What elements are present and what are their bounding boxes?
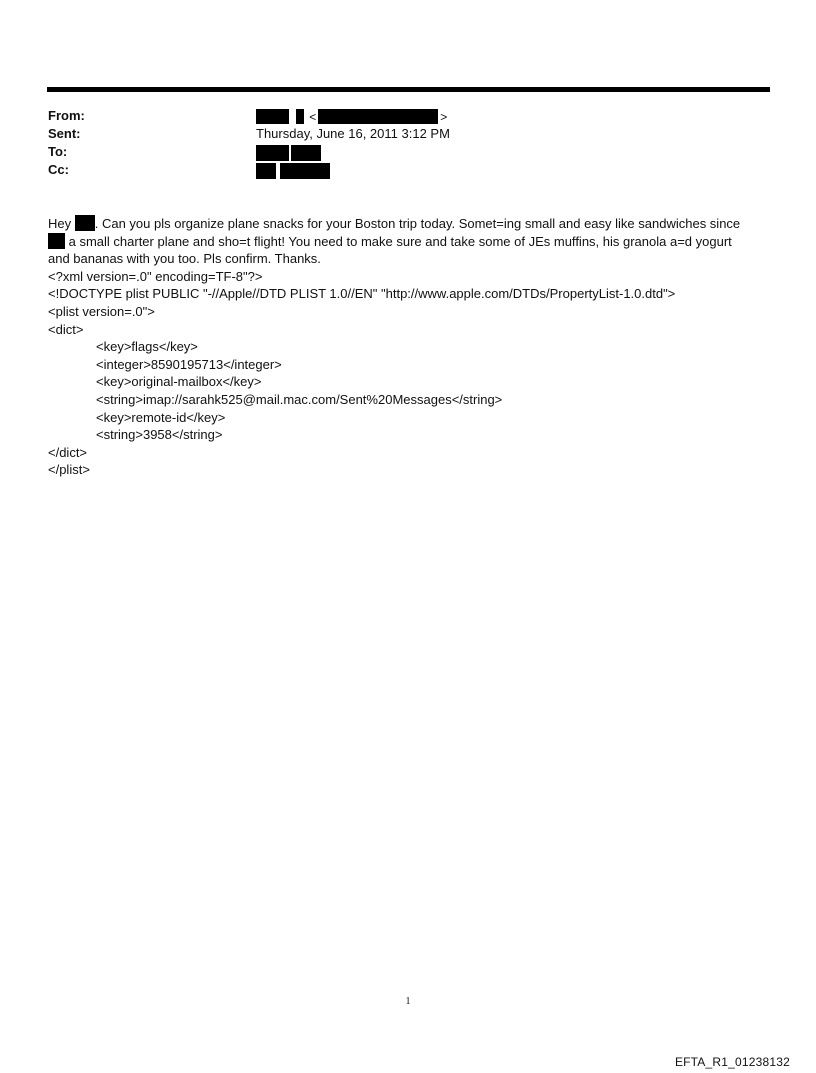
closing-line: </dict> (48, 444, 88, 460)
header-rule (47, 87, 770, 92)
to-label: To: (48, 144, 68, 159)
redaction-block (291, 145, 321, 161)
body-line-1-text: . Can you pls organize plane snacks for your Boston trip today. Somet=ing small and easy like sandwiches since (94, 216, 741, 231)
redaction-block (318, 109, 438, 124)
from-close-bracket: > (440, 109, 448, 124)
dict-line: <key>flags</key> (96, 339, 198, 355)
cc-value (256, 161, 330, 179)
dict-line: <integer>8590195713</integer> (96, 356, 282, 372)
from-value (256, 107, 449, 126)
greeting-text: Hey (48, 216, 72, 231)
redaction-block (256, 109, 289, 124)
sent-label: Sent: (48, 126, 81, 141)
from-open-bracket: < (309, 109, 317, 124)
redaction-block (256, 145, 289, 161)
redaction-block (296, 109, 304, 124)
page-number: 1 (405, 996, 411, 1007)
redaction-block (280, 163, 330, 179)
redaction-block (48, 233, 65, 249)
dict-line: <key>remote-id</key> (96, 409, 226, 425)
from-label: From: (48, 108, 85, 123)
closing-line: </plist> (48, 462, 90, 478)
body-line (48, 215, 770, 233)
xml-line: <?xml version=.0" encoding=TF-8"?> (48, 268, 263, 284)
redaction-block (256, 163, 276, 179)
email-body (48, 215, 770, 479)
redaction-block (75, 215, 95, 231)
xml-line: <plist version=.0"> (48, 303, 155, 319)
dict-line: <string>imap://sarahk525@mail.mac.com/Sent%20Messages</string> (96, 391, 503, 407)
sent-value: Thursday, June 16, 2011 3:12 PM (256, 126, 450, 141)
xml-line: <!DOCTYPE plist PUBLIC "-//Apple//DTD PLIST 1.0//EN" "http://www.apple.com/DTDs/PropertyList-1.0.dtd"> (48, 286, 676, 302)
to-value (256, 143, 321, 161)
body-line-3: and bananas with you too. Pls confirm. Thanks. (48, 251, 321, 267)
body-line-2-text: a small charter plane and sho=t flight! You need to make sure and take some of JEs muffins, his granola a=d yogurt (65, 233, 732, 249)
body-line (48, 233, 770, 251)
bates-number: EFTA_R1_01238132 (674, 1055, 790, 1069)
xml-line: <dict> (48, 321, 84, 337)
dict-line: <string>3958</string> (96, 427, 223, 443)
cc-label: Cc: (48, 162, 69, 177)
dict-line: <key>original-mailbox</key> (96, 374, 262, 390)
